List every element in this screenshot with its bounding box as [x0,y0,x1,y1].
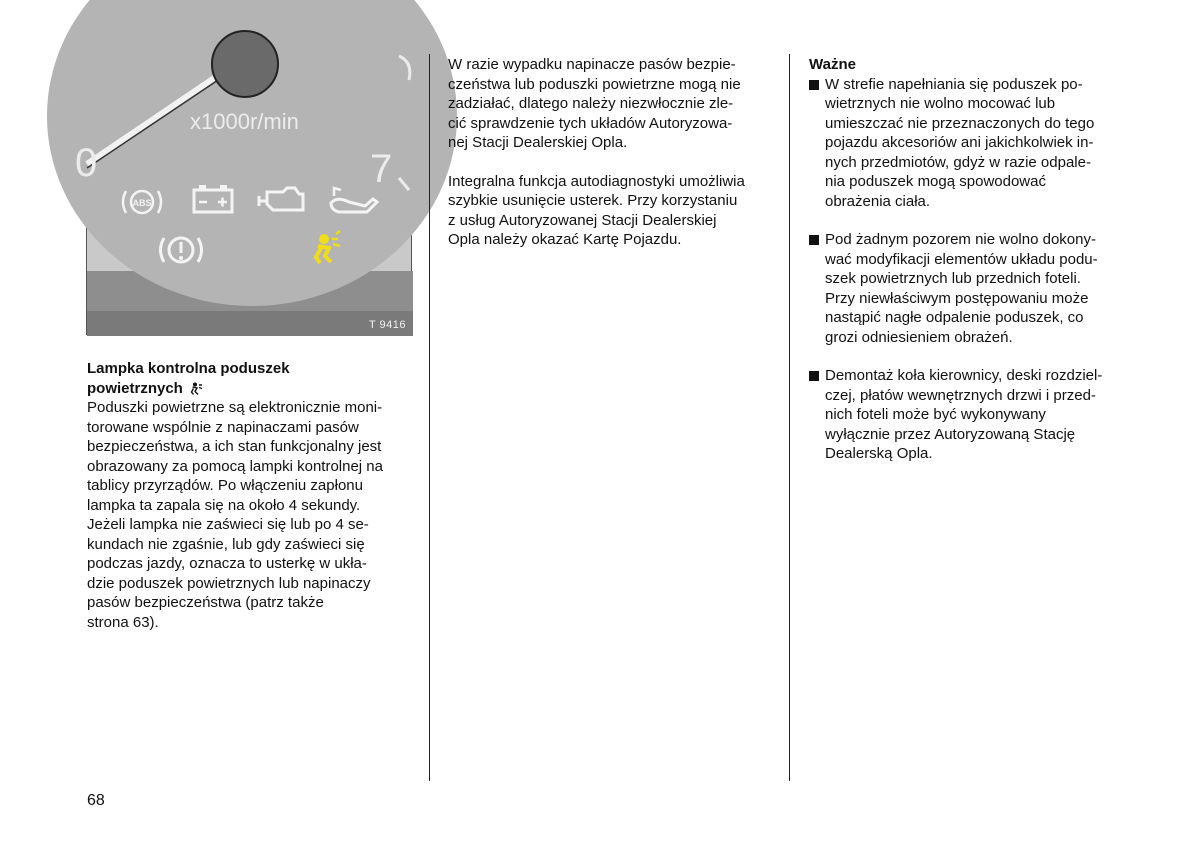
body-line: wietrznych nie wolno mocować lub [825,95,1056,112]
body-line: szek powietrznych lub przednich foteli. [825,270,1081,287]
body-line: obrażenia ciała. [825,192,931,210]
needle-hub [212,31,278,97]
body-line: tablicy przyrządów. Po włączeniu zapłonu [87,477,363,494]
figure-code: T 9416 [368,319,406,331]
left-column [87,359,417,632]
body-line: Przy niewłaściwym postępowaniu może [825,289,1089,307]
body-line: Opla należy okazać Kartę Pojazdu. [448,231,682,248]
body-line: pasów bezpieczeństwa (patrz także [87,594,324,611]
instrument-cluster-figure [75,55,412,335]
body-line: Jeżeli lampka nie zaświeci się lub po 4 se- [87,516,369,533]
panel-bottom-band [87,311,413,336]
section-heading-line1: Lampka kontrolna poduszek [87,360,290,377]
column-divider-left [429,54,430,781]
body-line: nej Stacji Dealerskiej Opla. [448,134,628,151]
body-line: czej, płatów wewnętrznych drzwi i przed- [825,386,1096,404]
important-list-item [809,366,1149,464]
autodiagnostics-paragraph [448,172,778,250]
section-heading [87,359,417,398]
body-line: szybkie usunięcie usterek. Przy korzystaniu [448,192,738,209]
section-heading-line2: powietrznych [87,379,183,397]
body-line: nastąpić nagłe odpalenie poduszek, co [825,309,1084,326]
page-number: 68 [87,792,105,809]
body-line: grozi odniesieniem obrażeń. [825,328,1013,346]
body-line: dzie poduszek powietrznych lub napinaczy [87,574,371,592]
body-line: Integralna funkcja autodiagnostyki umożliwia [448,172,745,190]
middle-column [448,55,778,250]
body-line: nych przedmiotów, gdyż w razie odpale- [825,153,1091,171]
body-line: pojazdu akcesoriów ani jakichkolwiek in- [825,134,1094,151]
body-line: cić sprawdzenie tych układów Autoryzowa- [448,114,733,132]
body-line: nich foteli może być wykonywany [825,406,1046,423]
body-line: wać modyfikacji elementów układu podu- [825,250,1098,268]
instrument-cluster-illustration [75,56,413,336]
accident-paragraph [448,55,778,153]
section-body [87,398,417,632]
bullet-square-icon [809,80,819,90]
column-divider-right [789,54,790,781]
body-line: bezpieczeństwa, a ich stan funkcjonalny jest [87,438,382,455]
important-list-item [809,230,1149,347]
body-line: W strefie napełniania się poduszek po- [825,75,1083,93]
important-list [809,75,1149,464]
bullet-square-icon [809,235,819,245]
body-line: torowane wspólnie z napinaczami pasów [87,418,359,436]
body-line: z usług Autoryzowanej Stacji Dealerskiej [448,211,717,229]
right-column [809,55,1149,483]
body-line: nia poduszek mogą spowodować [825,173,1046,190]
body-line: strona 63). [87,613,159,631]
rpm-scale-label: x1000r/min [190,109,299,134]
body-line: czeństwa lub poduszki powietrzne mogą nie [448,75,741,93]
scale-number-left: 0 [75,141,98,185]
bullet-square-icon [809,371,819,381]
body-line: lampka ta zapala się na około 4 sekundy. [87,496,361,514]
body-line: Demontaż koła kierownicy, deski rozdziel- [825,367,1103,384]
scale-number-7: 7 [370,147,393,191]
svg-text:ABS: ABS [132,198,152,208]
important-list-item [809,75,1149,212]
body-line: wyłącznie przez Autoryzowaną Stację [825,425,1076,443]
body-line: Poduszki powietrzne są elektronicznie moni- [87,399,383,416]
body-line: umieszczać nie przeznaczonych do tego [825,114,1095,132]
body-line: Dealerską Opla. [825,445,933,462]
body-line: podczas jazdy, oznacza to usterkę w ukła- [87,555,367,572]
body-line: kundach nie zgaśnie, lub gdy zaświeci się [87,535,365,553]
body-line: W razie wypadku napinacze pasów bezpie- [448,56,736,73]
body-line: zadziałać, dlatego należy niezwłocznie zle- [448,95,734,112]
body-line: Pod żadnym pozorem nie wolno dokony- [825,231,1096,248]
important-heading: Ważne [809,56,856,73]
body-line: obrazowany za pomocą lampki kontrolnej na [87,457,383,475]
airbag-symbol-icon [190,382,203,395]
